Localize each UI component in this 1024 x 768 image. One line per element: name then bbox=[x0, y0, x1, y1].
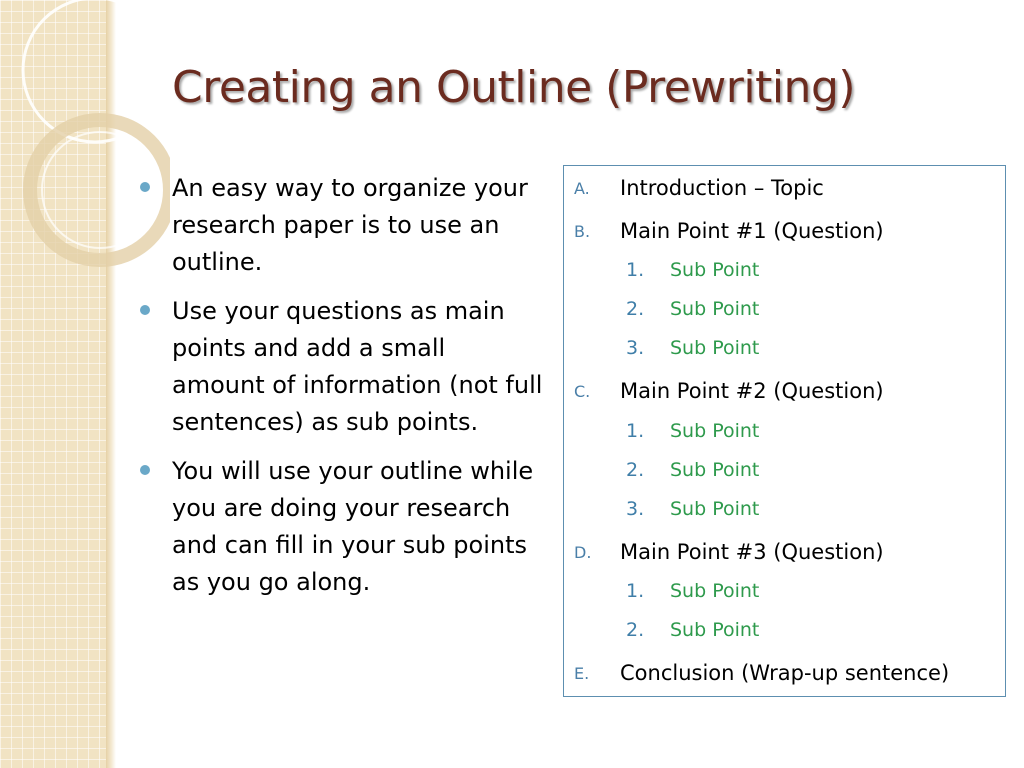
outline-text: Sub Point bbox=[670, 298, 760, 320]
bullet-item bbox=[138, 293, 543, 441]
outline-marker: 3. bbox=[626, 337, 645, 359]
outline-marker: 1. bbox=[626, 580, 645, 602]
outline-marker: A. bbox=[574, 179, 590, 198]
outline-marker: 3. bbox=[626, 498, 645, 520]
outline-text: Sub Point bbox=[670, 420, 760, 442]
bullet-item bbox=[138, 170, 543, 281]
outline-marker: 1. bbox=[626, 420, 645, 442]
outline-text: Main Point #1 (Question) bbox=[620, 219, 884, 243]
outline-text: Main Point #2 (Question) bbox=[620, 379, 884, 403]
bullet-list bbox=[138, 170, 543, 613]
outline-marker: B. bbox=[574, 222, 591, 241]
outline-marker: 2. bbox=[626, 459, 645, 481]
outline-text: Main Point #3 (Question) bbox=[620, 540, 884, 564]
outline-marker: E. bbox=[574, 664, 590, 683]
bullet-item bbox=[138, 453, 543, 601]
outline-text: Conclusion (Wrap-up sentence) bbox=[620, 661, 950, 685]
bullet-text: Use your questions as main points and add a small amount of information (not full sentences) as sub points. bbox=[172, 297, 543, 436]
outline-marker: 1. bbox=[626, 259, 645, 281]
outline-text: Sub Point bbox=[670, 619, 760, 641]
bullet-dot-icon bbox=[140, 305, 150, 315]
slide-title: Creating an Outline (Prewriting) bbox=[172, 62, 856, 113]
outline-text: Sub Point bbox=[670, 337, 760, 359]
outline-marker: C. bbox=[574, 382, 591, 401]
outline-text: Sub Point bbox=[670, 580, 760, 602]
bullet-dot-icon bbox=[140, 182, 150, 192]
outline-text: Sub Point bbox=[670, 498, 760, 520]
outline-text: Introduction – Topic bbox=[620, 176, 824, 200]
outline-marker: 2. bbox=[626, 298, 645, 320]
bullet-dot-icon bbox=[140, 465, 150, 475]
outline-box bbox=[563, 165, 1006, 697]
outline-marker: D. bbox=[574, 543, 592, 562]
outline-marker: 2. bbox=[626, 619, 645, 641]
bullet-text: An easy way to organize your research paper is to use an outline. bbox=[172, 174, 528, 276]
bullet-text: You will use your outline while you are doing your research and can fill in your sub points as you go along. bbox=[172, 457, 534, 596]
outline-text: Sub Point bbox=[670, 259, 760, 281]
outline-text: Sub Point bbox=[670, 459, 760, 481]
